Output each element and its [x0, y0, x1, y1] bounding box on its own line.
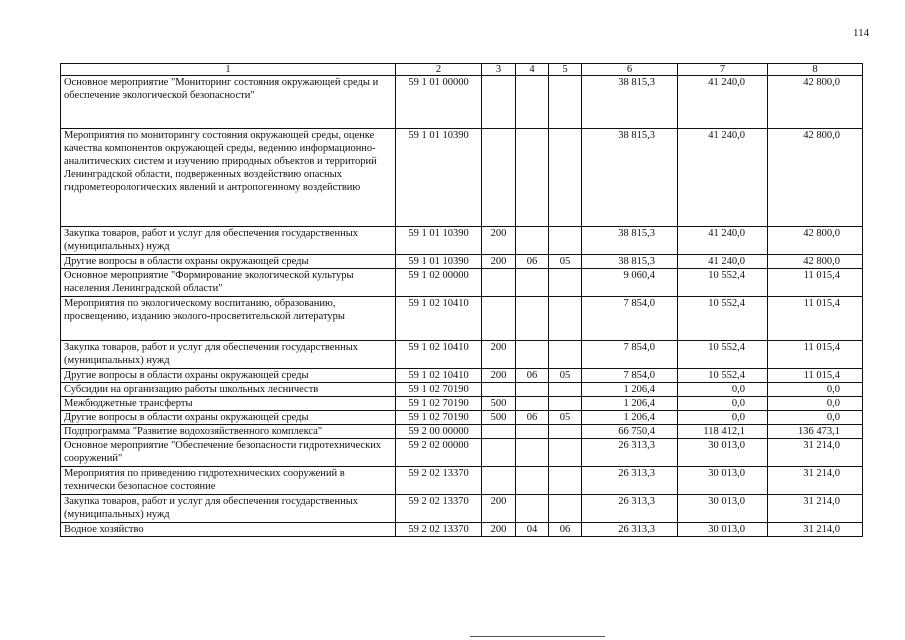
- column-header: 2: [396, 64, 482, 76]
- amount-year2-cell: 30 013,0: [678, 495, 768, 523]
- item-name-cell: Основное мероприятие "Обеспечение безопасности гидротехнических сооружений": [61, 439, 396, 467]
- column-header: 6: [582, 64, 678, 76]
- target-code-cell: 59 1 01 10390: [396, 129, 482, 227]
- table-row: [61, 439, 863, 467]
- section-cell: [516, 297, 549, 341]
- item-name-cell: Межбюджетные трансферты: [61, 397, 396, 411]
- section-cell: [516, 439, 549, 467]
- target-code-cell: 59 1 01 10390: [396, 255, 482, 269]
- item-name-cell: Мероприятия по приведению гидротехнических сооружений в технически безопасное состояние: [61, 467, 396, 495]
- amount-year3-cell: 136 473,1: [768, 425, 863, 439]
- expense-type-cell: [482, 129, 516, 227]
- item-name-cell: Основное мероприятие "Мониторинг состояния окружающей среды и обеспечение экологической безопасности": [61, 76, 396, 129]
- subsection-cell: [549, 467, 582, 495]
- amount-year1-cell: 38 815,3: [582, 255, 678, 269]
- table-row: [61, 341, 863, 369]
- amount-year3-cell: 31 214,0: [768, 495, 863, 523]
- amount-year1-cell: 7 854,0: [582, 369, 678, 383]
- amount-year3-cell: 11 015,4: [768, 269, 863, 297]
- subsection-cell: [549, 383, 582, 397]
- subsection-cell: [549, 495, 582, 523]
- column-header: 1: [61, 64, 396, 76]
- target-code-cell: 59 1 02 10410: [396, 369, 482, 383]
- amount-year1-cell: 26 313,3: [582, 495, 678, 523]
- table-row: [61, 411, 863, 425]
- item-name-cell: Мероприятия по экологическому воспитанию, образованию, просвещению, изданию эколого-просветительской литературы: [61, 297, 396, 341]
- amount-year3-cell: 11 015,4: [768, 297, 863, 341]
- item-name-cell: Закупка товаров, работ и услуг для обеспечения государственных (муниципальных) нужд: [61, 227, 396, 255]
- target-code-cell: 59 1 02 00000: [396, 269, 482, 297]
- target-code-cell: 59 2 00 00000: [396, 425, 482, 439]
- target-code-cell: 59 1 02 70190: [396, 411, 482, 425]
- amount-year1-cell: 26 313,3: [582, 523, 678, 537]
- amount-year3-cell: 31 214,0: [768, 467, 863, 495]
- amount-year1-cell: 38 815,3: [582, 227, 678, 255]
- section-cell: [516, 129, 549, 227]
- amount-year2-cell: 0,0: [678, 383, 768, 397]
- amount-year1-cell: 9 060,4: [582, 269, 678, 297]
- table-row: [61, 383, 863, 397]
- target-code-cell: 59 2 02 00000: [396, 439, 482, 467]
- expense-type-cell: [482, 383, 516, 397]
- column-header: 7: [678, 64, 768, 76]
- amount-year3-cell: 42 800,0: [768, 76, 863, 129]
- subsection-cell: 05: [549, 411, 582, 425]
- subsection-cell: [549, 76, 582, 129]
- amount-year3-cell: 0,0: [768, 411, 863, 425]
- item-name-cell: Другие вопросы в области охраны окружающей среды: [61, 369, 396, 383]
- item-name-cell: Субсидии на организацию работы школьных лесничеств: [61, 383, 396, 397]
- expense-type-cell: 200: [482, 369, 516, 383]
- amount-year2-cell: 41 240,0: [678, 255, 768, 269]
- amount-year2-cell: 118 412,1: [678, 425, 768, 439]
- expense-type-cell: [482, 297, 516, 341]
- target-code-cell: 59 1 02 10410: [396, 297, 482, 341]
- amount-year3-cell: 42 800,0: [768, 255, 863, 269]
- amount-year3-cell: 31 214,0: [768, 523, 863, 537]
- table-row: [61, 523, 863, 537]
- subsection-cell: 05: [549, 369, 582, 383]
- section-cell: 06: [516, 255, 549, 269]
- amount-year1-cell: 1 206,4: [582, 411, 678, 425]
- expense-type-cell: [482, 269, 516, 297]
- section-cell: [516, 467, 549, 495]
- section-cell: 04: [516, 523, 549, 537]
- target-code-cell: 59 1 01 10390: [396, 227, 482, 255]
- amount-year2-cell: 0,0: [678, 411, 768, 425]
- page-footer-line: [470, 636, 605, 637]
- section-cell: [516, 341, 549, 369]
- amount-year2-cell: 0,0: [678, 397, 768, 411]
- section-cell: [516, 495, 549, 523]
- amount-year3-cell: 0,0: [768, 397, 863, 411]
- amount-year3-cell: 11 015,4: [768, 369, 863, 383]
- amount-year2-cell: 10 552,4: [678, 341, 768, 369]
- amount-year2-cell: 30 013,0: [678, 439, 768, 467]
- subsection-cell: [549, 269, 582, 297]
- target-code-cell: 59 1 02 70190: [396, 383, 482, 397]
- amount-year1-cell: 7 854,0: [582, 341, 678, 369]
- item-name-cell: Водное хозяйство: [61, 523, 396, 537]
- expense-type-cell: 200: [482, 227, 516, 255]
- amount-year2-cell: 30 013,0: [678, 523, 768, 537]
- table-header-row: [61, 64, 863, 76]
- section-cell: 06: [516, 411, 549, 425]
- amount-year2-cell: 41 240,0: [678, 227, 768, 255]
- amount-year1-cell: 7 854,0: [582, 297, 678, 341]
- section-cell: [516, 76, 549, 129]
- column-header: 3: [482, 64, 516, 76]
- table-row: [61, 369, 863, 383]
- item-name-cell: Мероприятия по мониторингу состояния окружающей среды, оценке качества компонентов окружающей среды, ведению информационно-аналитических систем и изучению природных объектов и территорий Ленинградской области, подверженных воздействию опасных гидрометеорологических явлений и антропогенному воздействию: [61, 129, 396, 227]
- section-cell: [516, 227, 549, 255]
- target-code-cell: 59 2 02 13370: [396, 523, 482, 537]
- target-code-cell: 59 2 02 13370: [396, 467, 482, 495]
- amount-year2-cell: 10 552,4: [678, 297, 768, 341]
- amount-year3-cell: 0,0: [768, 383, 863, 397]
- expense-type-cell: 200: [482, 341, 516, 369]
- table-row: [61, 425, 863, 439]
- table-row: [61, 227, 863, 255]
- amount-year3-cell: 42 800,0: [768, 129, 863, 227]
- amount-year1-cell: 1 206,4: [582, 383, 678, 397]
- section-cell: 06: [516, 369, 549, 383]
- column-header: 5: [549, 64, 582, 76]
- amount-year3-cell: 11 015,4: [768, 341, 863, 369]
- item-name-cell: Основное мероприятие "Формирование экологической культуры населения Ленинградской области": [61, 269, 396, 297]
- budget-table: [60, 63, 863, 537]
- subsection-cell: [549, 227, 582, 255]
- amount-year3-cell: 42 800,0: [768, 227, 863, 255]
- item-name-cell: Закупка товаров, работ и услуг для обеспечения государственных (муниципальных) нужд: [61, 341, 396, 369]
- expense-type-cell: 500: [482, 411, 516, 425]
- amount-year1-cell: 38 815,3: [582, 76, 678, 129]
- table-row: [61, 76, 863, 129]
- subsection-cell: 05: [549, 255, 582, 269]
- subsection-cell: 06: [549, 523, 582, 537]
- expense-type-cell: [482, 467, 516, 495]
- amount-year2-cell: 30 013,0: [678, 467, 768, 495]
- subsection-cell: [549, 129, 582, 227]
- expense-type-cell: [482, 76, 516, 129]
- amount-year2-cell: 10 552,4: [678, 269, 768, 297]
- subsection-cell: [549, 341, 582, 369]
- table-row: [61, 297, 863, 341]
- amount-year2-cell: 41 240,0: [678, 76, 768, 129]
- amount-year1-cell: 66 750,4: [582, 425, 678, 439]
- expense-type-cell: 200: [482, 255, 516, 269]
- subsection-cell: [549, 297, 582, 341]
- column-header: 8: [768, 64, 863, 76]
- expense-type-cell: 200: [482, 495, 516, 523]
- subsection-cell: [549, 425, 582, 439]
- amount-year3-cell: 31 214,0: [768, 439, 863, 467]
- expense-type-cell: [482, 439, 516, 467]
- table-row: [61, 269, 863, 297]
- subsection-cell: [549, 397, 582, 411]
- table-row: [61, 495, 863, 523]
- item-name-cell: Закупка товаров, работ и услуг для обеспечения государственных (муниципальных) нужд: [61, 495, 396, 523]
- amount-year2-cell: 41 240,0: [678, 129, 768, 227]
- target-code-cell: 59 2 02 13370: [396, 495, 482, 523]
- item-name-cell: Другие вопросы в области охраны окружающей среды: [61, 255, 396, 269]
- table-row: [61, 397, 863, 411]
- table-row: [61, 129, 863, 227]
- section-cell: [516, 397, 549, 411]
- section-cell: [516, 269, 549, 297]
- expense-type-cell: [482, 425, 516, 439]
- target-code-cell: 59 1 02 70190: [396, 397, 482, 411]
- amount-year1-cell: 26 313,3: [582, 467, 678, 495]
- amount-year1-cell: 38 815,3: [582, 129, 678, 227]
- amount-year2-cell: 10 552,4: [678, 369, 768, 383]
- table-row: [61, 255, 863, 269]
- item-name-cell: Подпрограмма "Развитие водохозяйственного комплекса": [61, 425, 396, 439]
- amount-year1-cell: 1 206,4: [582, 397, 678, 411]
- target-code-cell: 59 1 01 00000: [396, 76, 482, 129]
- expense-type-cell: 200: [482, 523, 516, 537]
- target-code-cell: 59 1 02 10410: [396, 341, 482, 369]
- page-number: 114: [853, 27, 870, 39]
- column-header: 4: [516, 64, 549, 76]
- table-row: [61, 467, 863, 495]
- subsection-cell: [549, 439, 582, 467]
- amount-year1-cell: 26 313,3: [582, 439, 678, 467]
- section-cell: [516, 383, 549, 397]
- section-cell: [516, 425, 549, 439]
- item-name-cell: Другие вопросы в области охраны окружающей среды: [61, 411, 396, 425]
- expense-type-cell: 500: [482, 397, 516, 411]
